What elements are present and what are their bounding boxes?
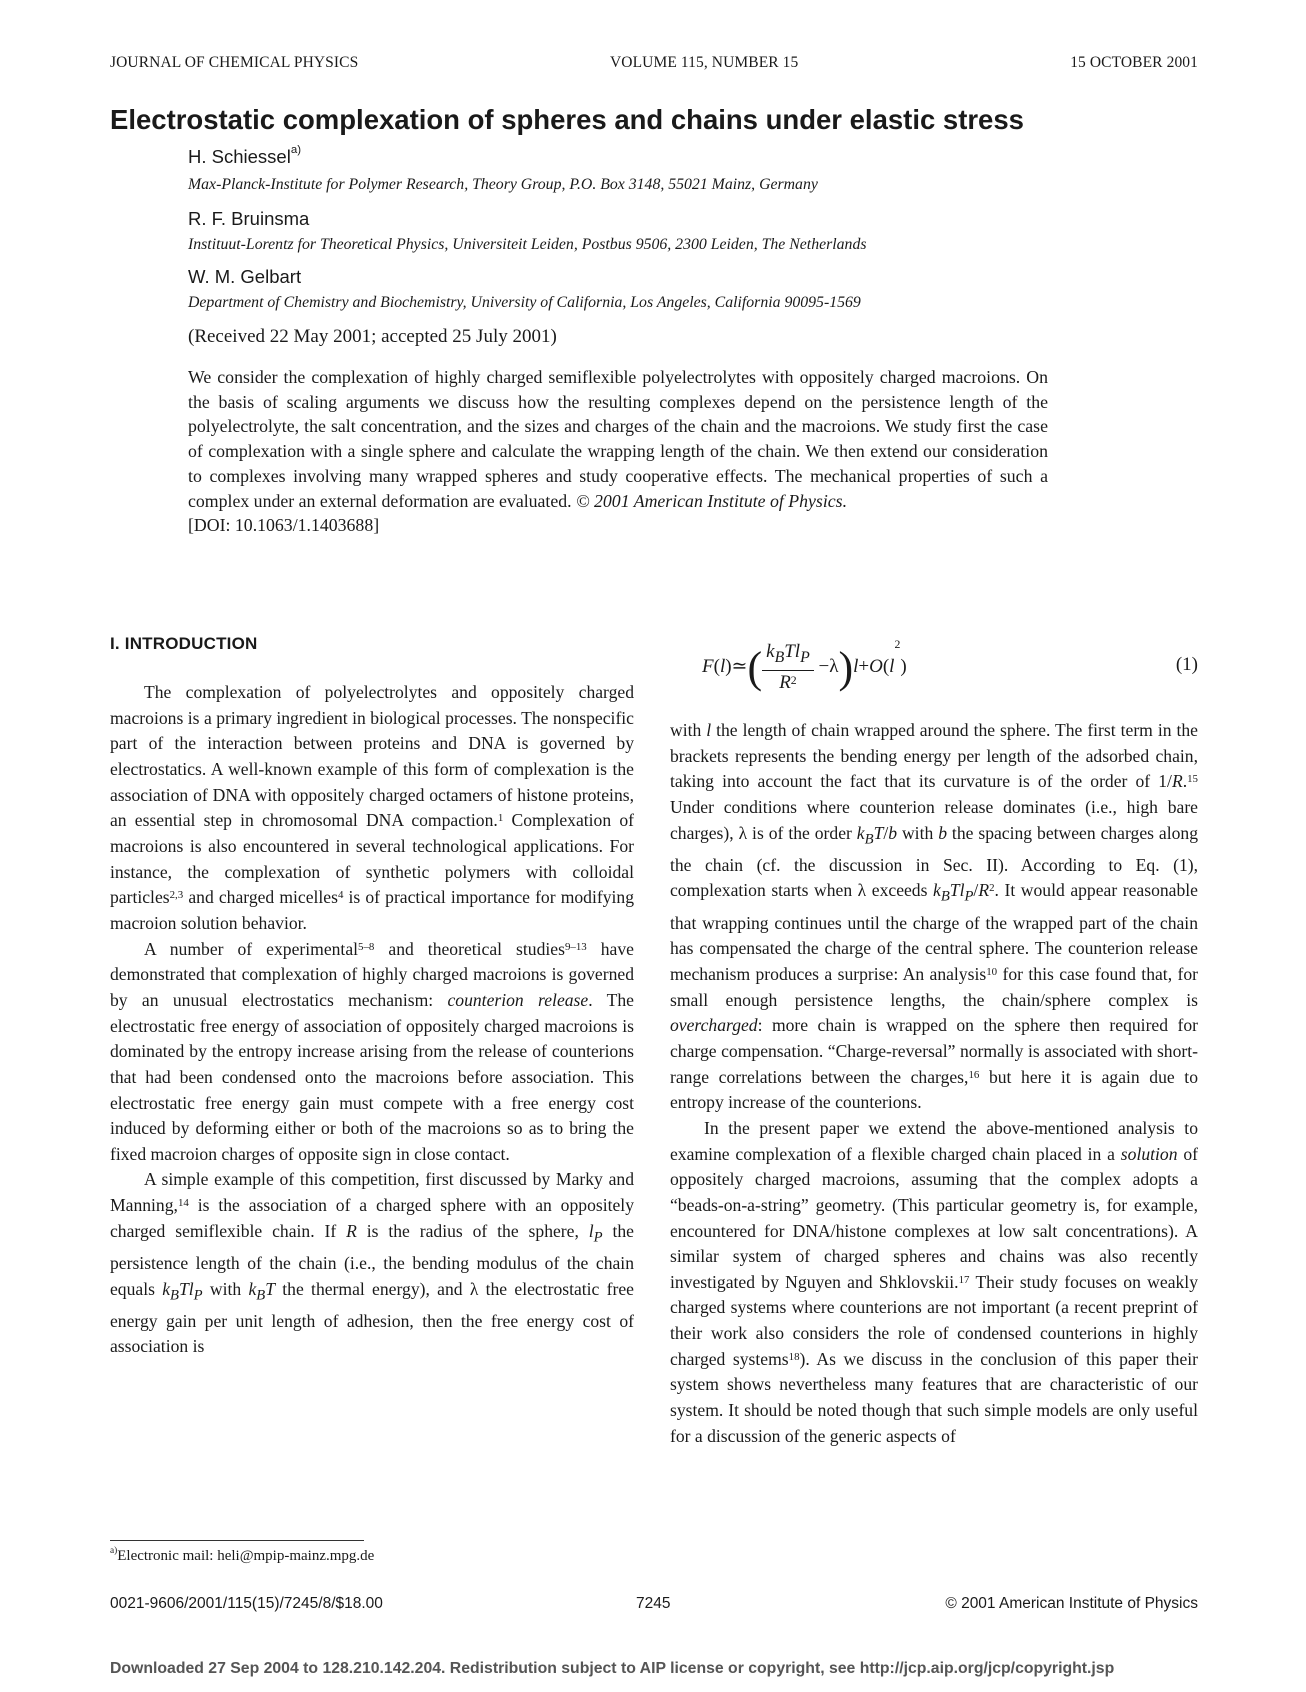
author-affiliation: Max-Planck-Institute for Polymer Research, Theory Group, P.O. Box 3148, 55021 Mainz, Germany [188, 176, 818, 193]
body-paragraph: In the present paper we extend the above-mentioned analysis to examine complexation of a flexible charged chain placed in a solution of oppositely charged macroions, assuming that the complex adopts a “beads-on-a-string” geometry. (This particular geometry is, for example, encountered for DNA/histone complexes at low salt concentrations). A similar system of charged spheres and chains was also recently investigated by Nguyen and Shklovskii.$^{17}$ Their study focuses on weakly charged systems where counterions are not important (a recent preprint of their work also considers the role of condensed counterions in highly charged systems$^{18}$). As we discuss in the conclusion of this paper their system shows nevertheless many features that are characteristic of our system. It should be noted though that such simple models are only useful for a discussion of the generic aspects of [670, 1117, 1198, 1446]
body-paragraph: The complexation of polyelectrolytes and oppositely charged macroions is a primary ingredient in biological processes. The nonspecific part of the interaction between proteins and DNA is governed by electrostatics. A well-known example of this form of complexation is the association of DNA with oppositely charged octamers of histone proteins, an essential step in chromosomal DNA compaction.$^1$ Complexation of macroions is also encountered in several technological applications. For instance, the complexation of synthetic polymers with colloidal particles$^{2,3}$ and charged micelles$^4$ is of practical importance for modifying macroion solution behavior. [110, 682, 635, 933]
issue-date: 15 OCTOBER 2001 [1070, 54, 1198, 71]
body-column-right [670, 718, 1198, 1449]
abstract [188, 365, 1048, 538]
author-name: R. F. Bruinsma [188, 208, 310, 229]
abstract-text: We consider the complexation of highly charged semiflexible polyelectrolytes with oppositely charged macroions. On the basis of scaling arguments we discuss how the resulting complexes depend on the persistence length of the polyelectrolyte, the salt concentration, and the sizes and charges of the chain and the macroions. We study first the case of complexation with a single sphere and calculate the wrapping length of the chain. We then extend our consideration to complexes involving many wrapped spheres and study cooperative effects. The mechanical properties of such a complex under an external deformation are evaluated. [188, 367, 1048, 511]
issn-line: 0021-9606/2001/115(15)/7245/8/$18.00 [110, 1595, 383, 1612]
footnote: $^{a)}$Electronic mail: heli@mpip-mainz.mpg.de [110, 1546, 375, 1564]
author-name: H. Schiessel$^{a)}$ [188, 144, 302, 167]
equation-body: F(l)≃( $\frac{k_BTl_P}{R^2}$ $-\lambda)l+O(l^2)$ [702, 638, 907, 693]
page-number: 7245 [636, 1595, 671, 1612]
body-paragraph: with l the length of chain wrapped around the sphere. The first term in the brackets represents the bending energy per length of the adsorbed chain, taking into account the fact that its curvature is of the order of 1/R.$^{15}$ Under conditions where counterion release dominates (i.e., high bare charges), λ is of the order $k_BT/b$ with b the spacing between charges along the chain (cf. the discussion in Sec. II). According to Eq. (1), complexation starts when λ exceeds $k_BTl_P/R^2$. It would appear reasonable that wrapping continues until the charge of the wrapped part of the chain has compensated the charge of the central sphere. The counterion release mechanism produces a surprise: An analysis$^{10}$ for this case found that, for small enough persistence lengths, the chain/sphere complex is overcharged: more chain is wrapped on the sphere then required for charge compensation. “Charge-reversal” normally is associated with short-range correlations between the charges,$^{16}$ but here it is again due to entropy increase of the counterions. [670, 720, 1199, 1113]
body-paragraph: A number of experimental$^{5-8}$ and theoretical studies$^{9-13}$ have demonstrated that complexation of highly charged macroions is governed by an unusual electrostatics mechanism: counterion release. The electrostatic free energy of association of oppositely charged macroions is dominated by the entropy increase arising from the release of counterions that had been condensed onto the macroions before association. This electrostatic free energy gain must compete with a free energy cost induced by deforming either or both of the macroions so as to bring the fixed macroion charges of opposite sign in close contact. [110, 938, 634, 1164]
abstract-copyright: © 2001 American Institute of Physics. [576, 490, 848, 511]
author-name: W. M. Gelbart [188, 266, 302, 287]
running-header [110, 54, 1198, 76]
section-heading: I. INTRODUCTION [110, 634, 258, 653]
author-affiliation: Department of Chemistry and Biochemistry, University of California, Los Angeles, California 90095-1569 [188, 294, 861, 311]
equation-1 [690, 640, 1198, 696]
author-affiliation: Instituut-Lorentz for Theoretical Physics, Universiteit Leiden, Postbus 9506, 2300 Leiden, The Netherlands [188, 236, 867, 253]
journal-name: JOURNAL OF CHEMICAL PHYSICS [110, 54, 359, 71]
body-paragraph: A simple example of this competition, first discussed by Marky and Manning,$^{14}$ is the association of a charged sphere with an oppositely charged semiflexible chain. If R is the radius of the sphere, $l_P$ the persistence length of the chain (i.e., the bending modulus of the chain equals $k_BTl_P$ with $k_BT$ the thermal energy), and λ the electrostatic free energy gain per unit length of adhesion, then the free energy cost of association is [110, 1169, 634, 1357]
body-column-left [110, 680, 634, 1360]
volume-number: VOLUME 115, NUMBER 15 [610, 54, 799, 71]
download-notice: Downloaded 27 Sep 2004 to 128.210.142.204. Redistribution subject to AIP license or copyright, see http://jcp.aip.org/jcp/copyright.jsp [110, 1660, 1115, 1677]
paper-title: Electrostatic complexation of spheres and chains under elastic stress [110, 104, 1024, 135]
publisher-copyright: © 2001 American Institute of Physics [945, 1595, 1198, 1612]
received-dates: (Received 22 May 2001; accepted 25 July 2001) [188, 326, 557, 347]
equation-number: (1) [1175, 654, 1198, 675]
author-footnote-mark: a) [290, 144, 302, 156]
footnote-divider [110, 1540, 364, 1541]
doi: [DOI: 10.1063/1.1403688] [188, 515, 380, 536]
